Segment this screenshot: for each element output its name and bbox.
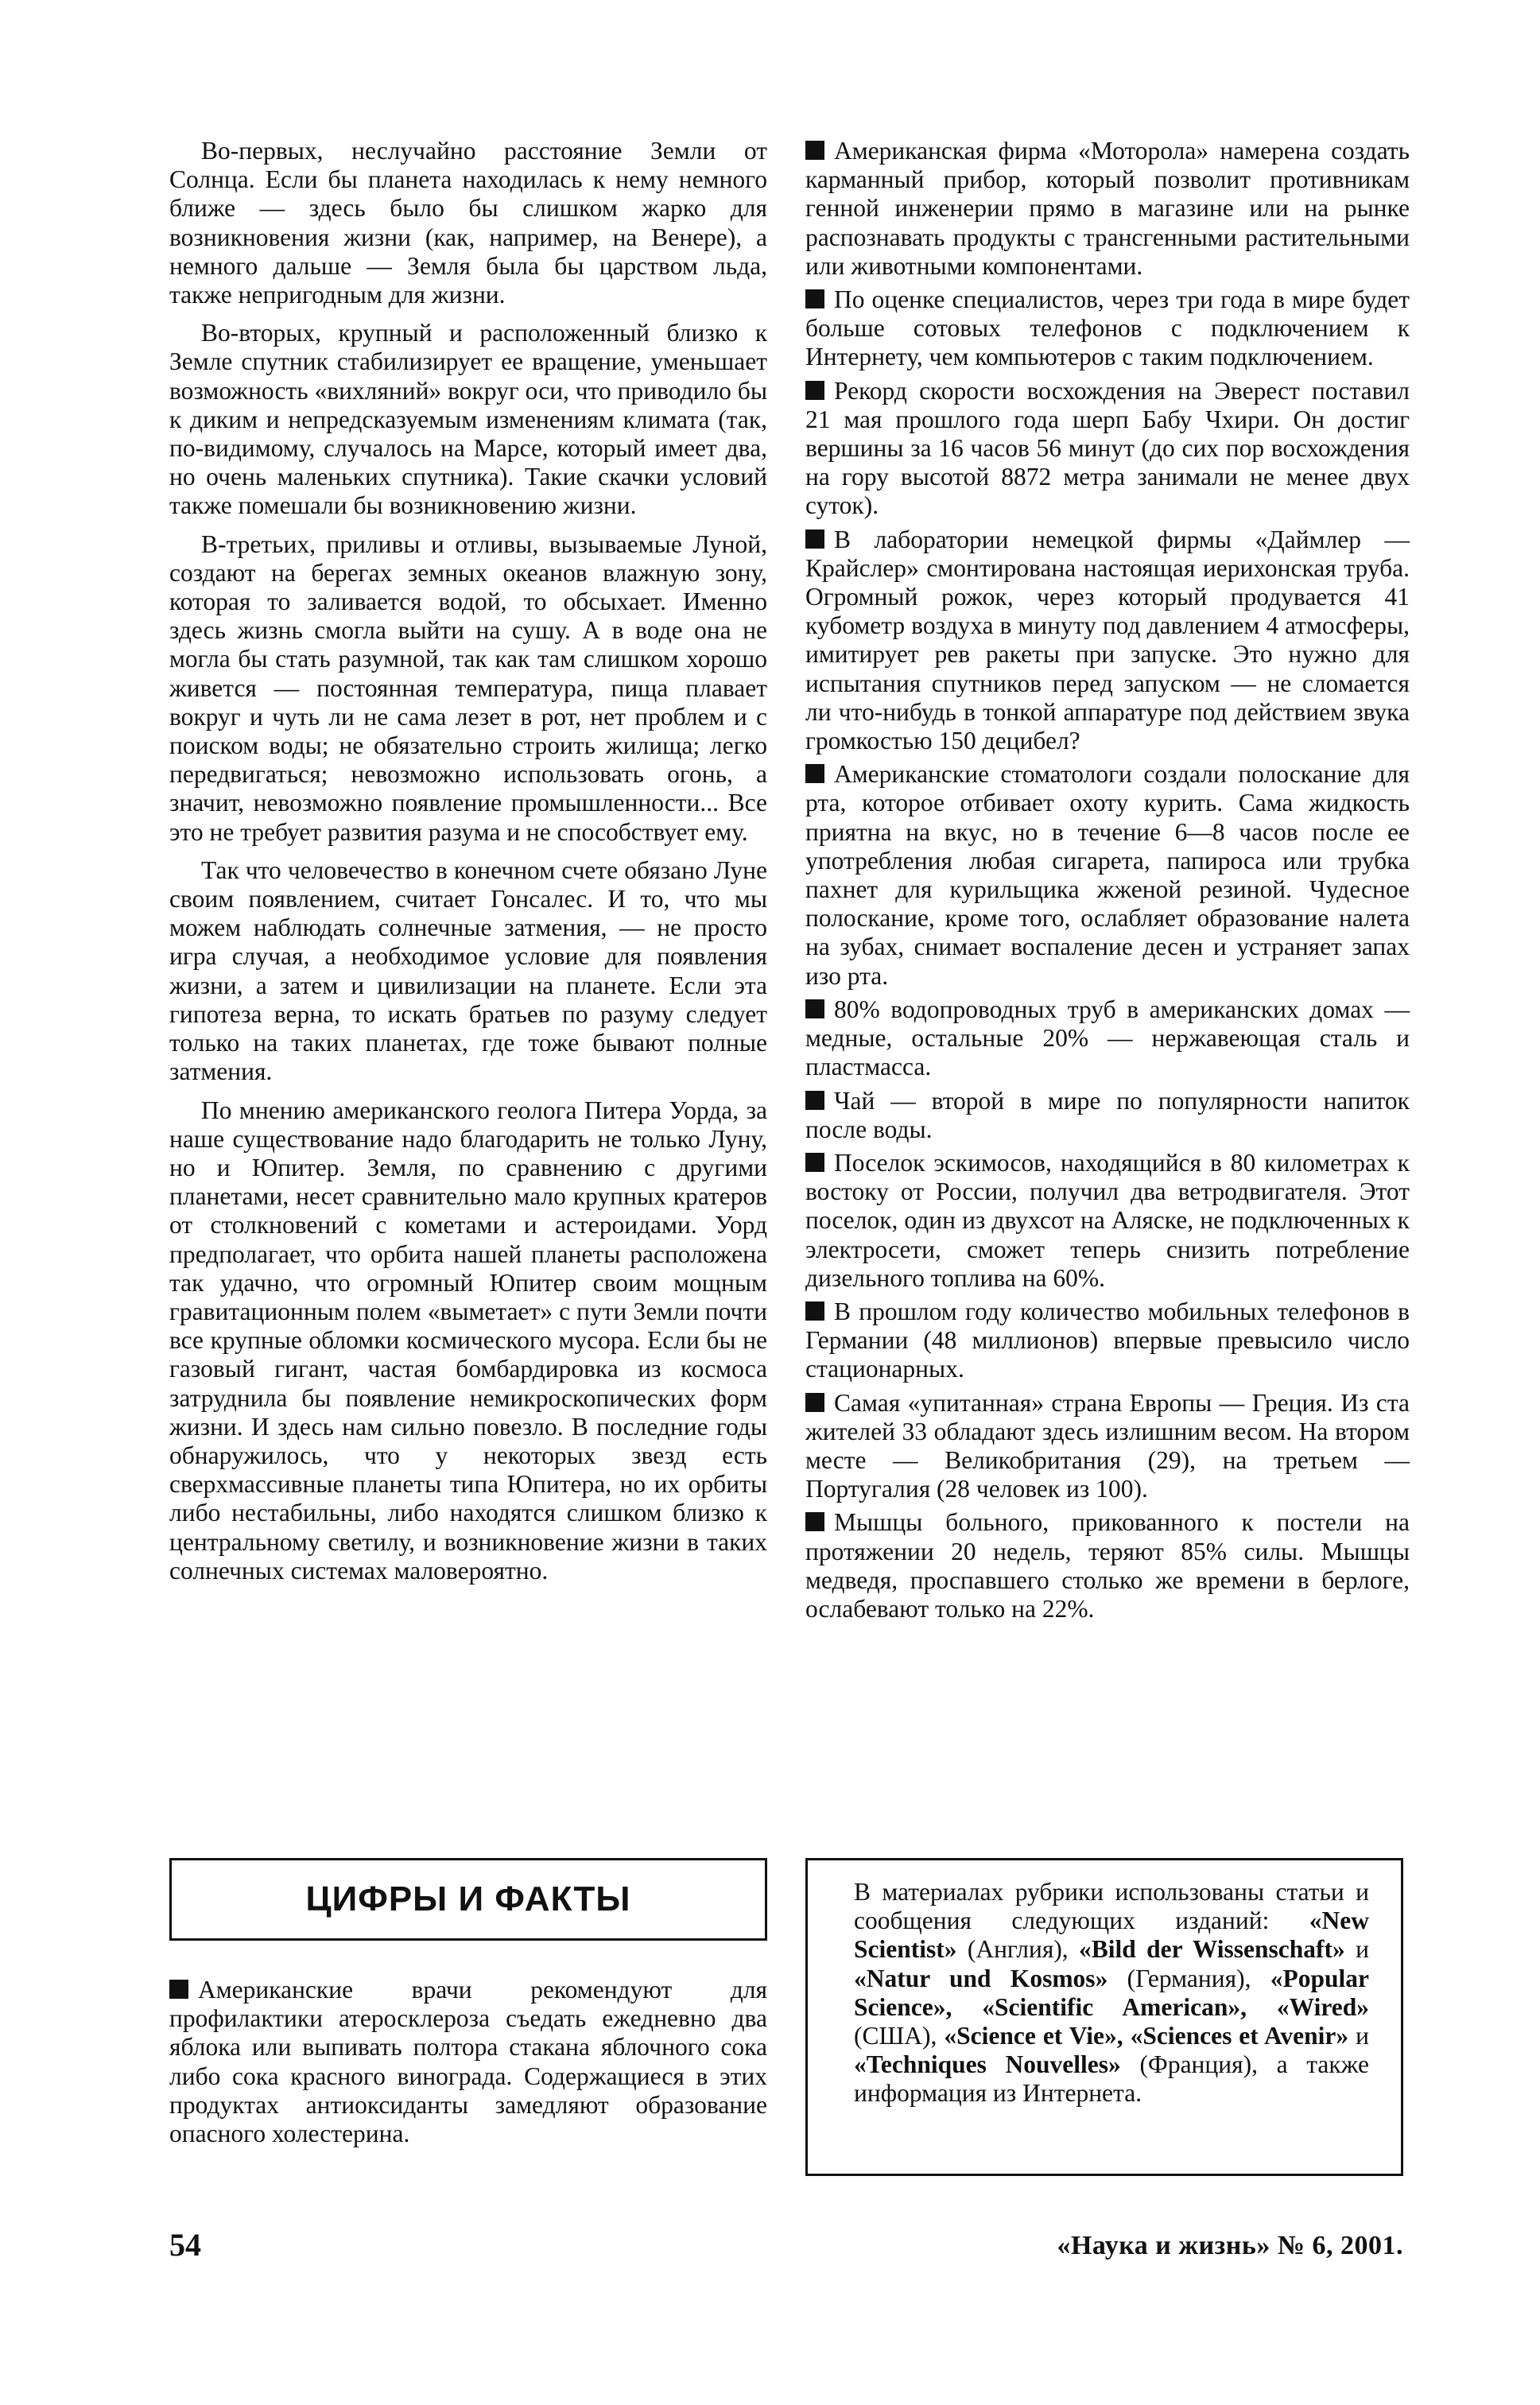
fact-item xyxy=(805,1508,1410,1623)
fact-item xyxy=(169,1976,767,2148)
fact-item xyxy=(805,377,1410,521)
page-number: 54 xyxy=(169,2227,201,2263)
square-bullet-icon xyxy=(169,1980,188,1999)
sources-box xyxy=(805,1858,1403,2176)
source-connector: и xyxy=(1348,2022,1370,2050)
facts-first-item xyxy=(169,1976,767,2148)
fact-item xyxy=(805,526,1410,756)
fact-item xyxy=(805,995,1410,1082)
facts-column-right xyxy=(805,137,1410,1628)
fact-item xyxy=(805,760,1410,991)
square-bullet-icon xyxy=(805,381,824,400)
fact-text: По оценке специалистов, через три года в мире будет больше сотовых телефонов с подключением к Интернету, чем компьютеров с таким подключением. xyxy=(805,285,1410,371)
fact-text: В лаборатории немецкой фирмы «Даймлер — Крайслер» смонтирована настоящая иерихонская труба. Огромный рожок, через который продувается 41 кубометр воздуха в минуту под давлением 4 атмосферы, имитирует рев ракеты при запуске. Это нужно для испытания спутников перед запуском — не сломается ли что-нибудь в тонкой аппаратуре под действием звука громкостью 150 децибел? xyxy=(805,525,1410,755)
article-column-left xyxy=(169,137,767,1595)
fact-text: 80% водопроводных труб в американских домах — медные, остальные 20% — нержавеющая сталь и пластмасса. xyxy=(805,995,1410,1081)
source-connector: и xyxy=(1344,1935,1369,1964)
fact-item xyxy=(805,137,1410,281)
square-bullet-icon xyxy=(805,1301,824,1321)
source-title: «Bild der Wissenschaft» xyxy=(1079,1935,1345,1964)
fact-text: Самая «упитанная» страна Европы — Греция. Из ста жителей 33 обладают здесь излишним весом. На втором месте — Великобритания (29), на третьем — Португалия (28 человек из 100). xyxy=(805,1388,1410,1503)
fact-text: Американские стоматологи создали полоскание для рта, которое отбивает охоту курить. Сама жидкость приятна на вкус, но в течение 6—8 часов после ее употребления любая сигарета, папироса или трубка пахнет для курильщика жженой резиной. Чудесное полоскание, кроме того, ослабляет образование налета на зубах, снимает воспаление десен и устраняет запах изо рта. xyxy=(805,760,1410,990)
square-bullet-icon xyxy=(805,1091,824,1110)
article-paragraph: Во-первых, неслучайно расстояние Земли от Солнца. Если бы планета находилась к нему немного ближе — здесь было бы слишком жарко для возникновения жизни (как, например, на Венере), а немного дальше — Земля была бы царством льда, также непригодным для жизни. xyxy=(169,137,767,309)
fact-item xyxy=(805,1149,1410,1293)
square-bullet-icon xyxy=(805,764,824,783)
square-bullet-icon xyxy=(805,289,824,308)
square-bullet-icon xyxy=(805,529,824,549)
source-country: (Англия), xyxy=(956,1935,1080,1964)
source-title: «Popular Science», «Scientific American», «Wired» xyxy=(854,1964,1370,2021)
section-heading: ЦИФРЫ И ФАКТЫ xyxy=(305,1879,631,1918)
square-bullet-icon xyxy=(805,1153,824,1172)
source-country: (Германия), xyxy=(1107,1964,1270,1992)
source-country: (Франция), а также информация из Интернета. xyxy=(854,2050,1370,2108)
article-paragraph: В-третьих, приливы и отливы, вызываемые Луной, создают на берегах земных океанов влажную зону, которая то заливается водой, то обсыхает. Именно здесь жизнь смогла выйти на сушу. А в воде она не могла бы стать разумной, так как там слишком хорошо живется — постоянная температура, пища плавает вокруг и чуть ли не сама лезет в рот, нет проблем и с поиском воды; не обязательно строить жилища; легко передвигаться; невозможно использовать огонь, а значит, невозможно появление промышленности... Все это не требует развития разума и не способствует ему. xyxy=(169,529,767,846)
fact-item xyxy=(805,1389,1410,1504)
source-title: «Natur und Kosmos» xyxy=(854,1964,1108,1992)
article-paragraph: Так что человечество в конечном счете обязано Луне своим появлением, считает Гонсалес. И то, что мы можем наблюдать солнечные затмения, — не просто игра случая, а необходимое условие для появления жизни, а затем и цивилизации на планете. Если эта гипотеза верна, то искать братьев по разуму следует только на таких планетах, где тоже бывают полные затмения. xyxy=(169,855,767,1086)
source-title: «Science et Vie», «Sciences et Avenir» xyxy=(944,2022,1349,2050)
source-country: (США), xyxy=(854,2022,945,2050)
square-bullet-icon xyxy=(805,1393,824,1412)
section-heading-box xyxy=(169,1858,767,1941)
fact-item xyxy=(805,1298,1410,1384)
fact-text: Мышцы больного, прикованного к постели на протяжении 20 недель, теряют 85% силы. Мышцы медведя, проспавшего столько же времени в берлоге, ослабевают только на 22%. xyxy=(805,1508,1410,1623)
article-paragraph: Во-вторых, крупный и расположенный близко к Земле спутник стабилизирует ее вращение, уменьшает возможность «вихляний» вокруг оси, что приводило бы к диким и непредсказуемым изменениям климата (так, по-видимому, случалось на Марсе, который имеет два, но очень маленьких спутника). Такие скачки условий также помешали бы возникновению жизни. xyxy=(169,319,768,520)
fact-text: В прошлом году количество мобильных телефонов в Германии (48 миллионов) впервые превысило число стационарных. xyxy=(805,1297,1410,1383)
source-title: «Techniques Nouvelles» xyxy=(854,2050,1121,2079)
square-bullet-icon xyxy=(805,141,824,160)
fact-text: Американские врачи рекомендуют для профилактики атеросклероза съедать ежедневно два яблока или выпивать полтора стакана яблочного сока либо сока красного винограда. Содержащиеся в этих продуктах антиоксиданты замедляют образование опасного холестерина. xyxy=(169,1976,767,2148)
square-bullet-icon xyxy=(805,1512,824,1531)
article-paragraph: По мнению американского геолога Питера Уорда, за наше существование надо благодарить не только Луну, но и Юпитер. Земля, по сравнению с другими планетами, несет сравнительно мало крупных кратеров от столкновений с кометами и астероидами. Уорд предполагает, что орбита нашей планеты расположена так удачно, что огромный Юпитер своим мощным гравитационным полем «выметает» с пути Земли почти все крупные обломки космического мусора. Если бы не газовый гигант, частая бомбардировка из космоса затруднила бы появление немикроскопических форм жизни. И здесь нам сильно повезло. В последние годы обнаружилось, что у некоторых звезд есть сверхмассивные планеты типа Юпитера, но их орбиты либо нестабильны, либо находятся слишком близко к центральному светилу, и возникновение жизни в таких солнечных системах маловероятно. xyxy=(169,1096,767,1585)
source-title: «New Scientist» xyxy=(854,1907,1369,1964)
fact-text: Американская фирма «Моторола» намерена создать карманный прибор, который позволит противникам генной инженерии прямо в магазине или на рынке распознавать продукты с трансгенными растительными или животными компонентами. xyxy=(805,137,1410,280)
fact-text: Чай — второй в мире по популярности напиток после воды. xyxy=(805,1086,1410,1143)
sources-intro: В материалах рубрики использованы статьи и сообщения следующих изданий: xyxy=(854,1878,1369,1935)
square-bullet-icon xyxy=(805,999,824,1018)
fact-text: Рекорд скорости восхождения на Эверест поставил 21 мая прошлого года шерп Бабу Чхири. Он достиг вершины за 16 часов 56 минут (до сих пор восхождения на гору высотой 8872 метра занимали не менее двух суток). xyxy=(805,376,1410,520)
fact-item xyxy=(805,285,1410,372)
fact-item xyxy=(805,1087,1410,1144)
journal-footer: «Наука и жизнь» № 6, 2001. xyxy=(1057,2231,1403,2260)
fact-text: Поселок эскимосов, находящийся в 80 километрах к востоку от России, получил два ветродвигателя. Этот поселок, один из двухсот на Аляске, не подключенных к электросети, сможет теперь снизить потребление дизельного топлива на 60%. xyxy=(805,1148,1410,1292)
